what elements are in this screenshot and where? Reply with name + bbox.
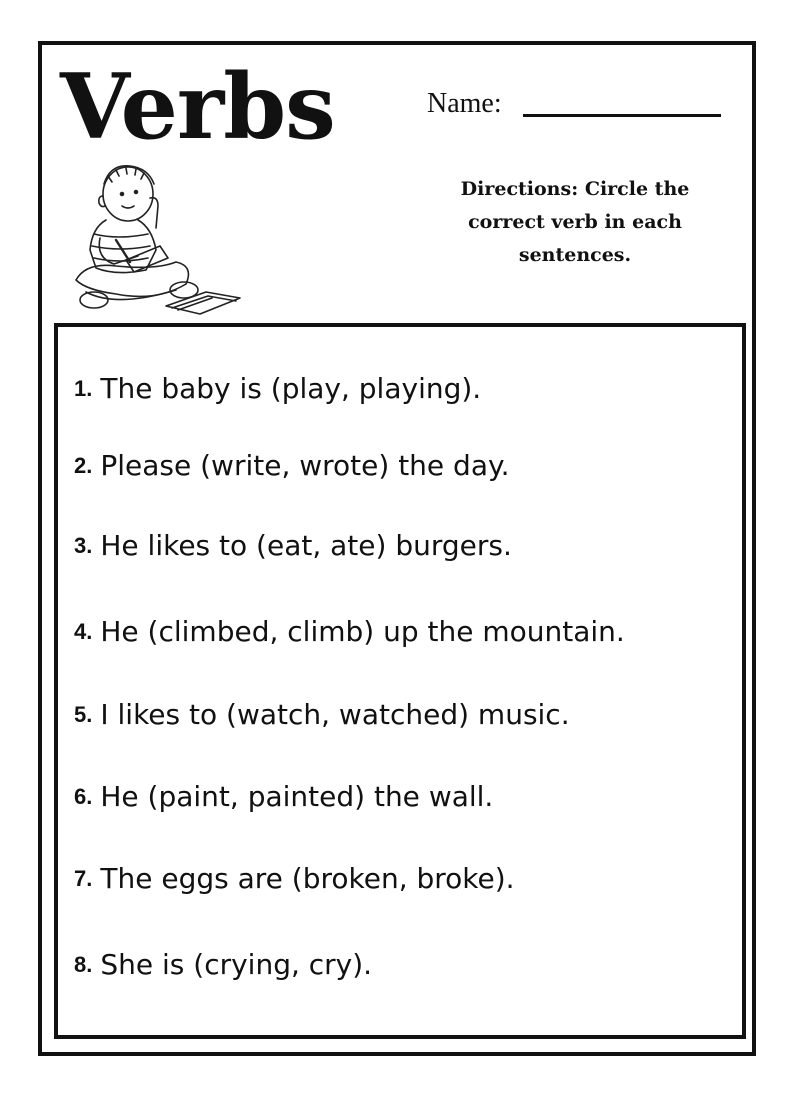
question-4 — [74, 615, 625, 648]
question-text[interactable]: Please (write, wrote) the day. — [100, 449, 510, 482]
question-3 — [74, 529, 512, 562]
question-number: 6. — [74, 783, 93, 809]
question-8 — [74, 948, 372, 981]
name-blank-line[interactable] — [523, 114, 721, 117]
question-2 — [74, 449, 509, 482]
question-1 — [74, 372, 481, 405]
directions-text: Directions: Circle the correct verb in each sentences. — [460, 178, 690, 266]
question-number: 5. — [74, 701, 93, 727]
question-5 — [74, 698, 570, 731]
question-7 — [74, 862, 515, 895]
page-title: Verbs — [60, 54, 335, 160]
question-text[interactable]: I likes to (watch, watched) music. — [100, 698, 570, 731]
question-text[interactable]: He (climbed, climb) up the mountain. — [100, 615, 625, 648]
question-number: 7. — [74, 865, 93, 891]
question-number: 4. — [74, 618, 93, 644]
question-number: 3. — [74, 532, 93, 558]
question-number: 2. — [74, 452, 93, 478]
question-6 — [74, 780, 493, 813]
name-label: Name: — [427, 88, 502, 119]
questions-box — [54, 323, 746, 1039]
boy-writing-icon — [66, 160, 256, 325]
question-text[interactable]: He (paint, painted) the wall. — [100, 780, 494, 813]
question-number: 1. — [74, 375, 93, 401]
question-text[interactable]: He likes to (eat, ate) burgers. — [100, 529, 512, 562]
question-text[interactable]: The baby is (play, playing). — [100, 372, 482, 405]
question-text[interactable]: She is (crying, cry). — [100, 948, 373, 981]
question-number: 8. — [74, 951, 93, 977]
question-text[interactable]: The eggs are (broken, broke). — [100, 862, 515, 895]
